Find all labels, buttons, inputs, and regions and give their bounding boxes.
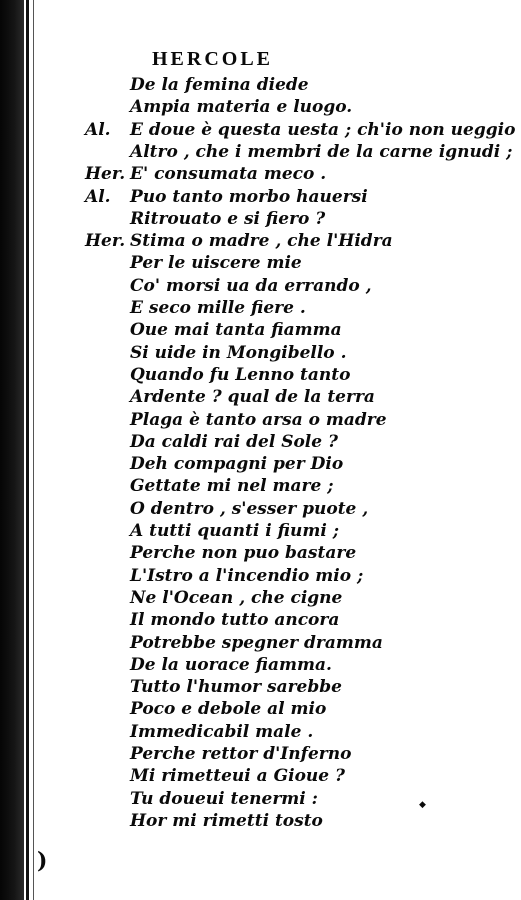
verse-line xyxy=(0,96,521,118)
verse-line xyxy=(0,74,521,96)
verse-line xyxy=(0,453,521,475)
verse-text: Perche rettor d'Inferno xyxy=(130,744,352,764)
verse-text: A tutti quanti i fiumi ; xyxy=(130,521,339,541)
verse-line xyxy=(0,208,521,230)
binding-notch: ) xyxy=(37,848,48,874)
verse-text: De la uorace fiamma. xyxy=(130,654,332,675)
verse-line xyxy=(0,297,521,319)
verse-text: Perche non puo bastare xyxy=(130,543,357,564)
verse-line xyxy=(0,252,521,274)
verse-line xyxy=(0,743,521,765)
verse-line xyxy=(0,475,521,497)
verse-text: Ritrouato e si fiero ? xyxy=(130,208,326,229)
verse-text: Da caldi rai del Sole ? xyxy=(130,431,338,452)
verse-line xyxy=(0,676,521,698)
verse-line xyxy=(0,765,521,787)
verse-line xyxy=(0,565,521,587)
verse-text: Co' morsi ua da errando , xyxy=(130,275,372,296)
verse-line xyxy=(0,542,521,564)
verse-line xyxy=(0,609,521,631)
verse-line xyxy=(0,654,521,676)
verse-text: Ardente ? qual de la terra xyxy=(130,387,375,408)
verse-line xyxy=(0,364,521,386)
verse-line xyxy=(0,319,521,341)
verse-text: Gettate mi nel mare ; xyxy=(130,476,334,497)
verse-text: Mi rimetteui a Gioue ? xyxy=(130,766,345,787)
verse-text: E' consumata meco . xyxy=(130,164,327,185)
verse-text: Ampia materia e luogo. xyxy=(130,97,353,118)
verse-text: Stima o madre , che l'Hidra xyxy=(130,231,393,252)
verse-text: Tutto l'humor sarebbe xyxy=(130,677,342,698)
verse-line xyxy=(0,698,521,720)
verse-line xyxy=(0,275,521,297)
verse-line xyxy=(0,342,521,364)
verse-line xyxy=(0,788,521,810)
verse-line xyxy=(0,230,521,252)
verse-text: Hor mi rimetti tosto xyxy=(130,810,323,831)
verse-text: Deh compagni per Dio xyxy=(130,454,344,475)
verse-text: Per le uiscere mie xyxy=(130,253,302,274)
verse-line xyxy=(0,498,521,520)
verse-text: O dentro , s'esser puote , xyxy=(130,498,369,519)
verse-line xyxy=(0,431,521,453)
verse-text: Poco e debole al mio xyxy=(130,699,327,720)
margin-mark: ◆ xyxy=(419,800,426,810)
verse-line xyxy=(0,163,521,185)
verse-text: Potrebbe spegner dramma xyxy=(130,632,383,653)
verse-line xyxy=(0,186,521,208)
verse-line xyxy=(0,632,521,654)
verse-text: E doue è questa uesta ; ch'io non ueggio xyxy=(130,119,516,140)
verse-text: De la femina diede xyxy=(130,75,309,95)
verse-line xyxy=(0,721,521,743)
running-head: HERCOLE xyxy=(152,48,274,70)
verse-text: Tu doueui tenermi : xyxy=(130,788,318,809)
speaker-label: Al. xyxy=(85,186,111,207)
speaker-label: Her. xyxy=(85,164,126,185)
verse-text: Si uide in Mongibello . xyxy=(130,342,347,363)
verse-text: Immedicabil male . xyxy=(130,721,314,742)
verse-text: Ne l'Ocean , che cigne xyxy=(130,587,343,608)
verse-line xyxy=(0,141,521,163)
verse-text: L'Istro a l'incendio mio ; xyxy=(130,565,364,586)
verse-text: Plaga è tanto arsa o madre xyxy=(130,409,387,430)
verse-text: Oue mai tanta fiamma xyxy=(130,320,342,341)
verse-text: Quando fu Lenno tanto xyxy=(130,364,351,385)
verse-line xyxy=(0,119,521,141)
verse-line xyxy=(0,386,521,408)
verse-text: E seco mille fiere . xyxy=(130,298,306,318)
verse-line xyxy=(0,587,521,609)
speaker-label: Al. xyxy=(85,119,111,140)
verse-text: Il mondo tutto ancora xyxy=(130,610,340,631)
verse-line xyxy=(0,810,521,832)
speaker-label: Her. xyxy=(85,231,126,252)
verse-text: Altro , che i membri de la carne ignudi ; xyxy=(130,141,513,162)
verse-line xyxy=(0,409,521,431)
verse-text: Puo tanto morbo hauersi xyxy=(130,186,368,207)
verse-line xyxy=(0,520,521,542)
